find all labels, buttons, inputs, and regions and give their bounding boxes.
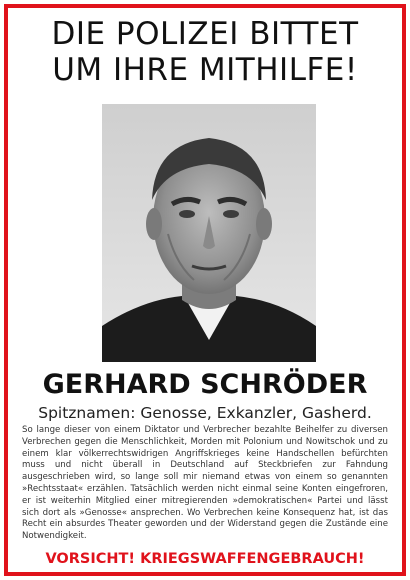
poster-headline bbox=[8, 16, 402, 88]
portrait-photo bbox=[102, 104, 316, 362]
warning-text: VORSICHT! KRIEGSWAFFENGEBRAUCH! bbox=[45, 551, 365, 567]
description-text: So lange dieser von einem Diktator und Verbrecher bezahlte Beihelfer zu diversen Verbrechen gegen die Menschlichkeit, Morden mit Polonium und Nowitschok und zu einem klar völkerrechtswidrigen Angriffskrieges keine Handschellen befürchten muss und nicht überall in Deutschland auf Steckbriefen zur Fahndung ausgeschrieben wird, so lange soll mir niemand etwas von einem so genannten »Rechtsstaat« erzählen. Tatsächlich werden nicht einmal seine Konten eingefroren, er ist weiterhin Mitglied einer mitregierenden »demokratischen« Partei und lässt sich dort als »Genosse« ansprechen. Wo Verbrechen keine Konsequenz hat, ist das Recht ein absurdes Theater geworden und der Widerstand gegen die Zustände eine Notwendigkeit. bbox=[22, 425, 388, 542]
nicknames: Spitznamen: Genosse, Exkanzler, Gasherd. bbox=[38, 404, 372, 422]
portrait-photo-graphic bbox=[102, 104, 316, 362]
wanted-poster bbox=[4, 4, 406, 576]
person-name: GERHARD SCHRÖDER bbox=[42, 369, 368, 400]
headline-line-2: UM IHRE MITHILFE! bbox=[52, 52, 358, 88]
headline-line-1: DIE POLIZEI BITTET bbox=[51, 16, 359, 52]
